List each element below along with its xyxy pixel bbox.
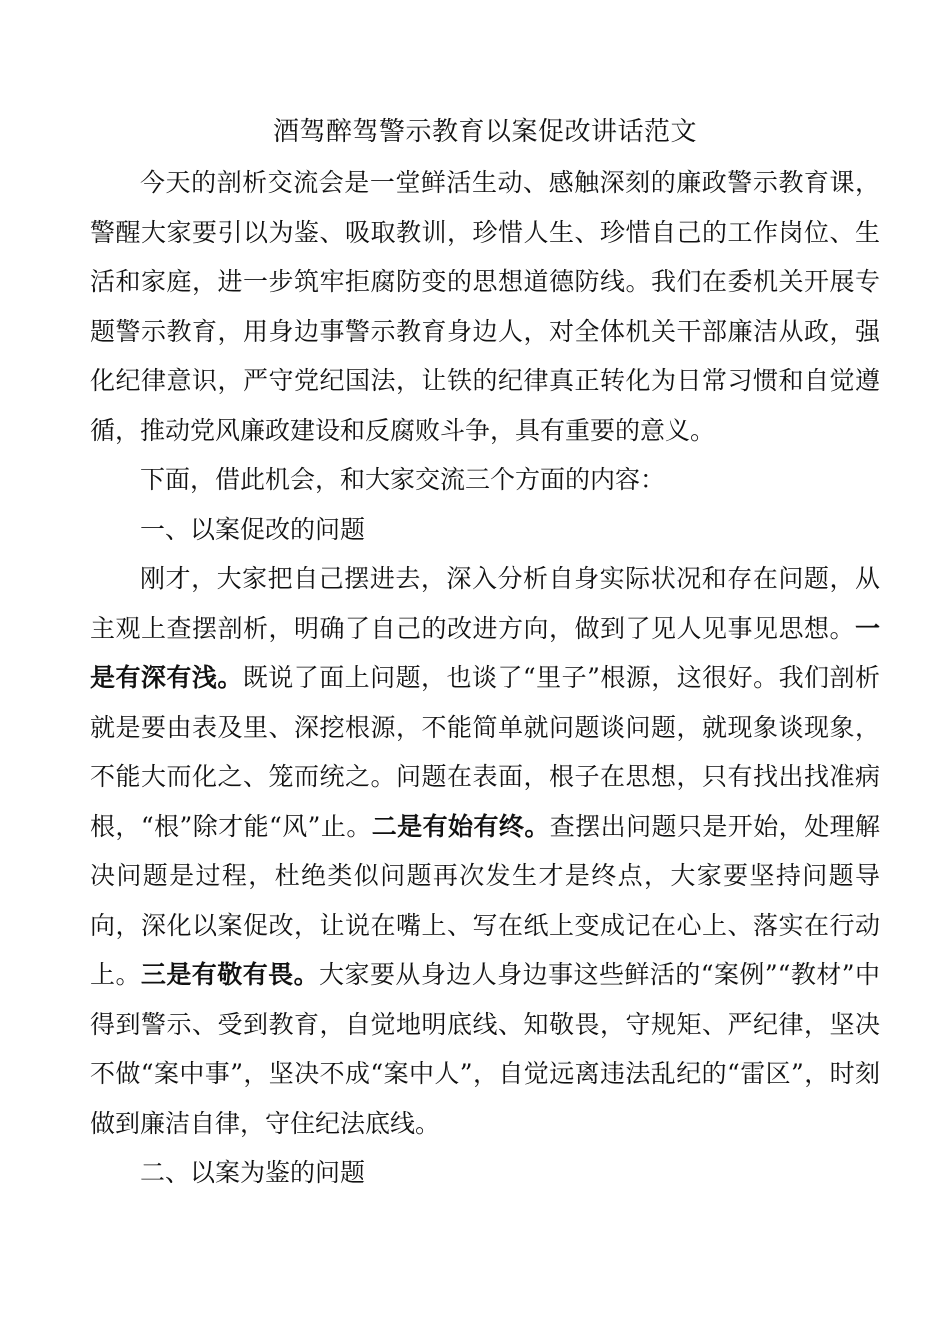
document-page [90,108,880,1198]
point-1-text: 既说了面上问题，也谈了“里子”根源，这很好。我们剖析就是要由表及里、深挖根源，不能简单就问题谈问题，就现象谈现象，不能大而化之、笼而统之。问题在表面，根子在思想，只有找出找准病根，“根”除才能“风”止。 [90,663,880,841]
point-3-text: 大家要从身边人身边事这些鲜活的“案例”“教材”中得到警示、受到教育，自觉地明底线、知敬畏，守规矩、严纪律，坚决不做“案中事”，坚决不成“案中人”，自觉远离违法乱纪的“雷区”，时刻做到廉洁自律，守住纪法底线。 [90,960,880,1138]
paragraph-section-1 [90,554,880,1148]
point-2-text: 查摆出问题只是开始，处理解决问题是过程，杜绝类似问题再次发生才是终点，大家要坚持问题导向，深化以案促改，让说在嘴上、写在纸上变成记在心上、落实在行动上。 [90,811,880,989]
section-heading-1: 一、以案促改的问题 [140,514,366,544]
point-2-lead: 二是有始有终。 [371,811,550,841]
point-1-lead: 一是有深有浅。 [90,613,880,692]
section-heading-2: 二、以案为鉴的问题 [140,1158,366,1187]
paragraph-opening: 今天的剖析交流会是一堂鲜活生动、感触深刻的廉政警示教育课，警醒大家要引以为鉴、吸取教训，珍惜人生、珍惜自己的工作岗位、生活和家庭，进一步筑牢拒腐防变的思想道德防线。我们在委机关开展专题警示教育，用身边事警示教育身边人，对全体机关干部廉洁从政，强化纪律意识，严守党纪国法，让铁的纪律真正转化为日常习惯和自觉遵循，推动党风廉政建设和反腐败斗争，具有重要的意义。 [90,168,880,445]
point-3-lead: 三是有敬有畏。 [140,960,320,989]
paragraph-section-1-intro: 刚才，大家把自己摆进去，深入分析自身实际状况和存在问题，从主观上查摆剖析，明确了自己的改进方向，做到了见人见事见思想。 [90,564,880,643]
document-title: 酒驾醉驾警示教育以案促改讲话范文 [272,117,697,147]
paragraph-intro: 下面，借此机会，和大家交流三个方面的内容： [140,465,666,494]
